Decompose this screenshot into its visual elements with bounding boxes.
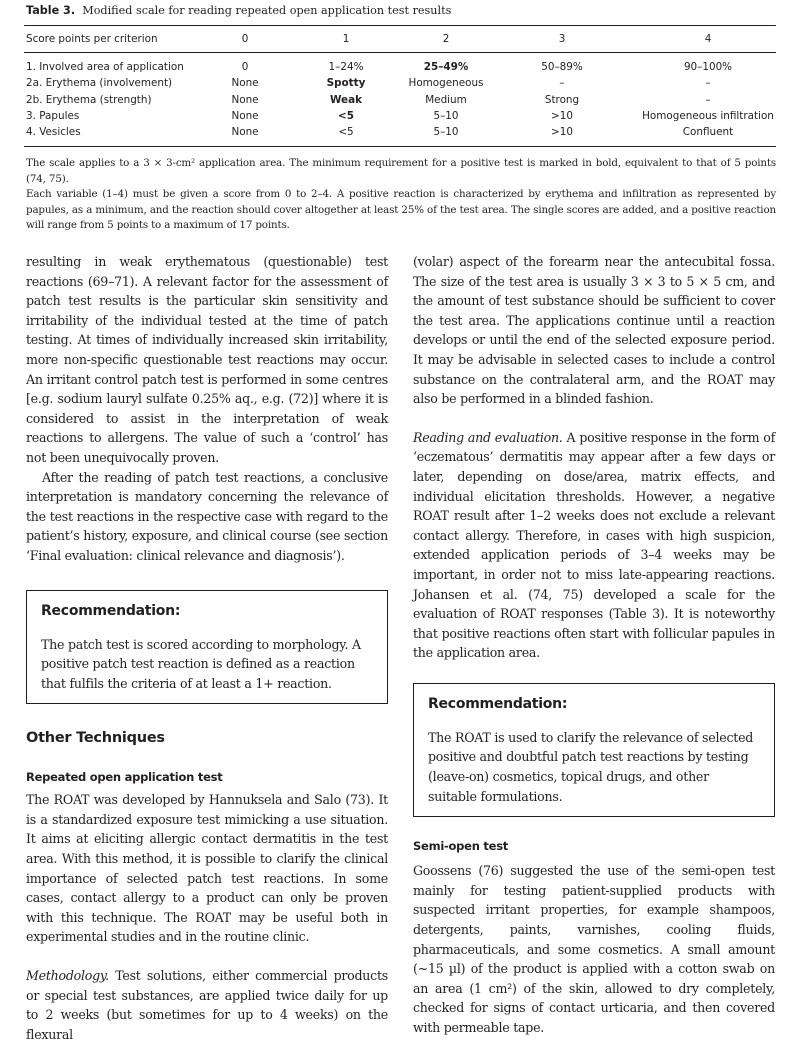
table-cell: Homogeneous	[408, 77, 484, 89]
table-cell: None	[231, 77, 259, 89]
table-cell: Homogeneous infiltration	[642, 110, 774, 122]
table-cell: 2b. Erythema (strength)	[26, 94, 152, 106]
table-cell: 50–89%	[541, 61, 583, 73]
table-cell: 3. Papules	[26, 110, 80, 122]
body-paragraph: (volar) aspect of the forearm near the antecubital fossa. The size of the test area is usually 3 × 3 to 5 × 5 cm, and the amount of test substance should be sufficient to cover the test area. The applications continue until a reaction develops or until the end of the selected exposure period. It may be advisable in selected cases to include a control substance on the contralateral arm, and the ROAT may also be performed in a blinded fashion.	[413, 254, 775, 407]
table-cell: 0	[241, 61, 249, 73]
table-cell: 2a. Erythema (involvement)	[26, 77, 173, 89]
table-cell: 5–10	[433, 110, 459, 122]
table-cell: None	[231, 94, 259, 106]
header-cell: 2	[442, 33, 450, 45]
table-cell: 1. Involved area of application	[26, 61, 184, 73]
recommendation-box	[413, 683, 775, 817]
table-cell: None	[231, 126, 259, 138]
table-footnotes	[26, 156, 776, 234]
table-cell: Medium	[425, 94, 467, 106]
table-title: Modified scale for reading repeated open application test results	[82, 4, 452, 17]
body-paragraph: resulting in weak erythematous (questionable) test reactions (69–71). A relevant factor for the assessment of patch test results is the particular skin sensitivity and irritability of the individual tested at the time of patch testing. At times of individually increased skin irritability, more non-specific questionable test reactions may occur. An irritant control patch test is performed in some centres [e.g. sodium lauryl sulfate 0.25% aq., e.g. (72)] where it is considered to assist in the interpretation of weak reactions to allergens. The value of such a ‘control’ has not been unequivocally proven.	[26, 254, 388, 465]
table-cell: >10	[551, 110, 573, 122]
table-cell: Confluent	[682, 126, 734, 138]
table-cell: –	[705, 77, 711, 89]
table-header-rule	[24, 52, 776, 53]
table-caption	[26, 4, 451, 17]
recommendation-box	[26, 590, 388, 705]
table-cell: –	[559, 77, 565, 89]
header-cell: 4	[704, 33, 712, 45]
table-cell: <5	[338, 126, 354, 138]
table-cell: None	[231, 110, 259, 122]
body-paragraph	[413, 428, 775, 663]
paragraph-text: A positive response in the form of ‘eczematous’ dermatitis may appear after a few days or later, depending on dose/area, matrix effects, and individual elicitation thresholds. However, a negative ROAT result after 1–2 weeks does not exclude a relevant contact allergy. Therefore, in cases with high suspicion, extended application periods of 3–4 weeks may be important, in order not to miss late-appearing reactions. Johansen et al. (74, 75) developed a scale for the evaluation of ROAT responses (Table 3). It is noteworthy that positive reactions often start with follicular papules in the application area.	[413, 429, 776, 661]
table-cell: 25–49%	[423, 61, 469, 73]
table-cell: Spotty	[326, 77, 366, 89]
table-cell: Weak	[329, 94, 363, 106]
table-cell: 5–10	[433, 126, 459, 138]
table-cell: Strong	[544, 94, 580, 106]
body-paragraph: Goossens (76) suggested the use of the semi-open test mainly for testing patient-supplied products with suspected irritant properties, for example shampoos, detergents, paints, varnishes, cooling fluids, pharmaceuticals, and some cosmetics. A small amount (~15 µl) of the product is applied with a cotton swab on an area (1 cm²) of the skin, allowed to dry completely, checked for signs of contact urticaria, and then covered with permeable tape.	[413, 863, 775, 1035]
table-bottom-rule	[24, 146, 776, 147]
table-top-rule	[24, 25, 776, 26]
subsection-heading: Semi-open test	[413, 839, 509, 854]
recommendation-title: Recommendation:	[428, 695, 568, 712]
right-column	[413, 252, 775, 1038]
body-paragraph: After the reading of patch test reactions, a conclusive interpretation is mandatory concerning the relevance of the test reactions in the respective case with regard to the patient’s history, exposure, and clinical course (see section ‘Final evaluation: clinical relevance and diagnosis’).	[26, 469, 388, 563]
left-column	[26, 252, 388, 1044]
run-in-heading: Reading and evaluation.	[413, 429, 563, 445]
subsection-heading: Repeated open application test	[26, 770, 223, 785]
table-cell: >10	[551, 126, 573, 138]
table-cell: 90–100%	[683, 61, 733, 73]
table-cell: –	[705, 94, 711, 106]
section-heading: Other Techniques	[26, 730, 165, 747]
body-paragraph: The ROAT was developed by Hannuksela and Salo (73). It is a standardized exposure test mimicking a use situation. It aims at eliciting allergic contact dermatitis in the test area. With this method, it is possible to clarify the clinical importance of selected patch test reactions. In some cases, contact allergy to a product can only be proven with this technique. The ROAT may be useful both in experimental studies and in the routine clinic.	[26, 792, 388, 945]
run-in-heading: Methodology.	[26, 968, 109, 984]
header-cell: 0	[241, 33, 249, 45]
table-cell: <5	[338, 110, 354, 122]
header-cell: Score points per criterion	[26, 33, 158, 45]
body-paragraph	[26, 966, 388, 1044]
table-cell: 1–24%	[328, 61, 364, 73]
table-note: Each variable (1–4) must be given a score from 0 to 2–4. A positive reaction is characterized by erythema and infiltration as represented by papules, as a minimum, and the reaction should cover altogether at least 25% of the test area. The single scores are added, and a positive reaction will range from 5 points to a maximum of 17 points.	[26, 188, 776, 231]
header-cell: 3	[558, 33, 566, 45]
header-cell: 1	[342, 33, 350, 45]
table-cell: 4. Vesicles	[26, 126, 81, 138]
table-label: Table 3.	[26, 4, 76, 17]
recommendation-text: The patch test is scored according to morphology. A positive patch test reaction is defined as a reaction that fulfils the criteria of at least a 1+ reaction.	[41, 636, 361, 691]
recommendation-text: The ROAT is used to clarify the relevance of selected positive and doubtful patch test reactions by testing (leave-on) cosmetics, topical drugs, and other suitable formulations.	[428, 729, 754, 804]
paragraph-text: Test solutions, either commercial products or special test substances, are applied twice daily for up to 2 weeks (but sometimes for up to 4 weeks) on the flexural	[26, 968, 388, 1042]
recommendation-title: Recommendation:	[41, 602, 181, 619]
table-note: The scale applies to a 3 × 3-cm² application area. The minimum requirement for a positive test is marked in bold, equivalent to that of 5 points (74, 75).	[26, 157, 776, 185]
